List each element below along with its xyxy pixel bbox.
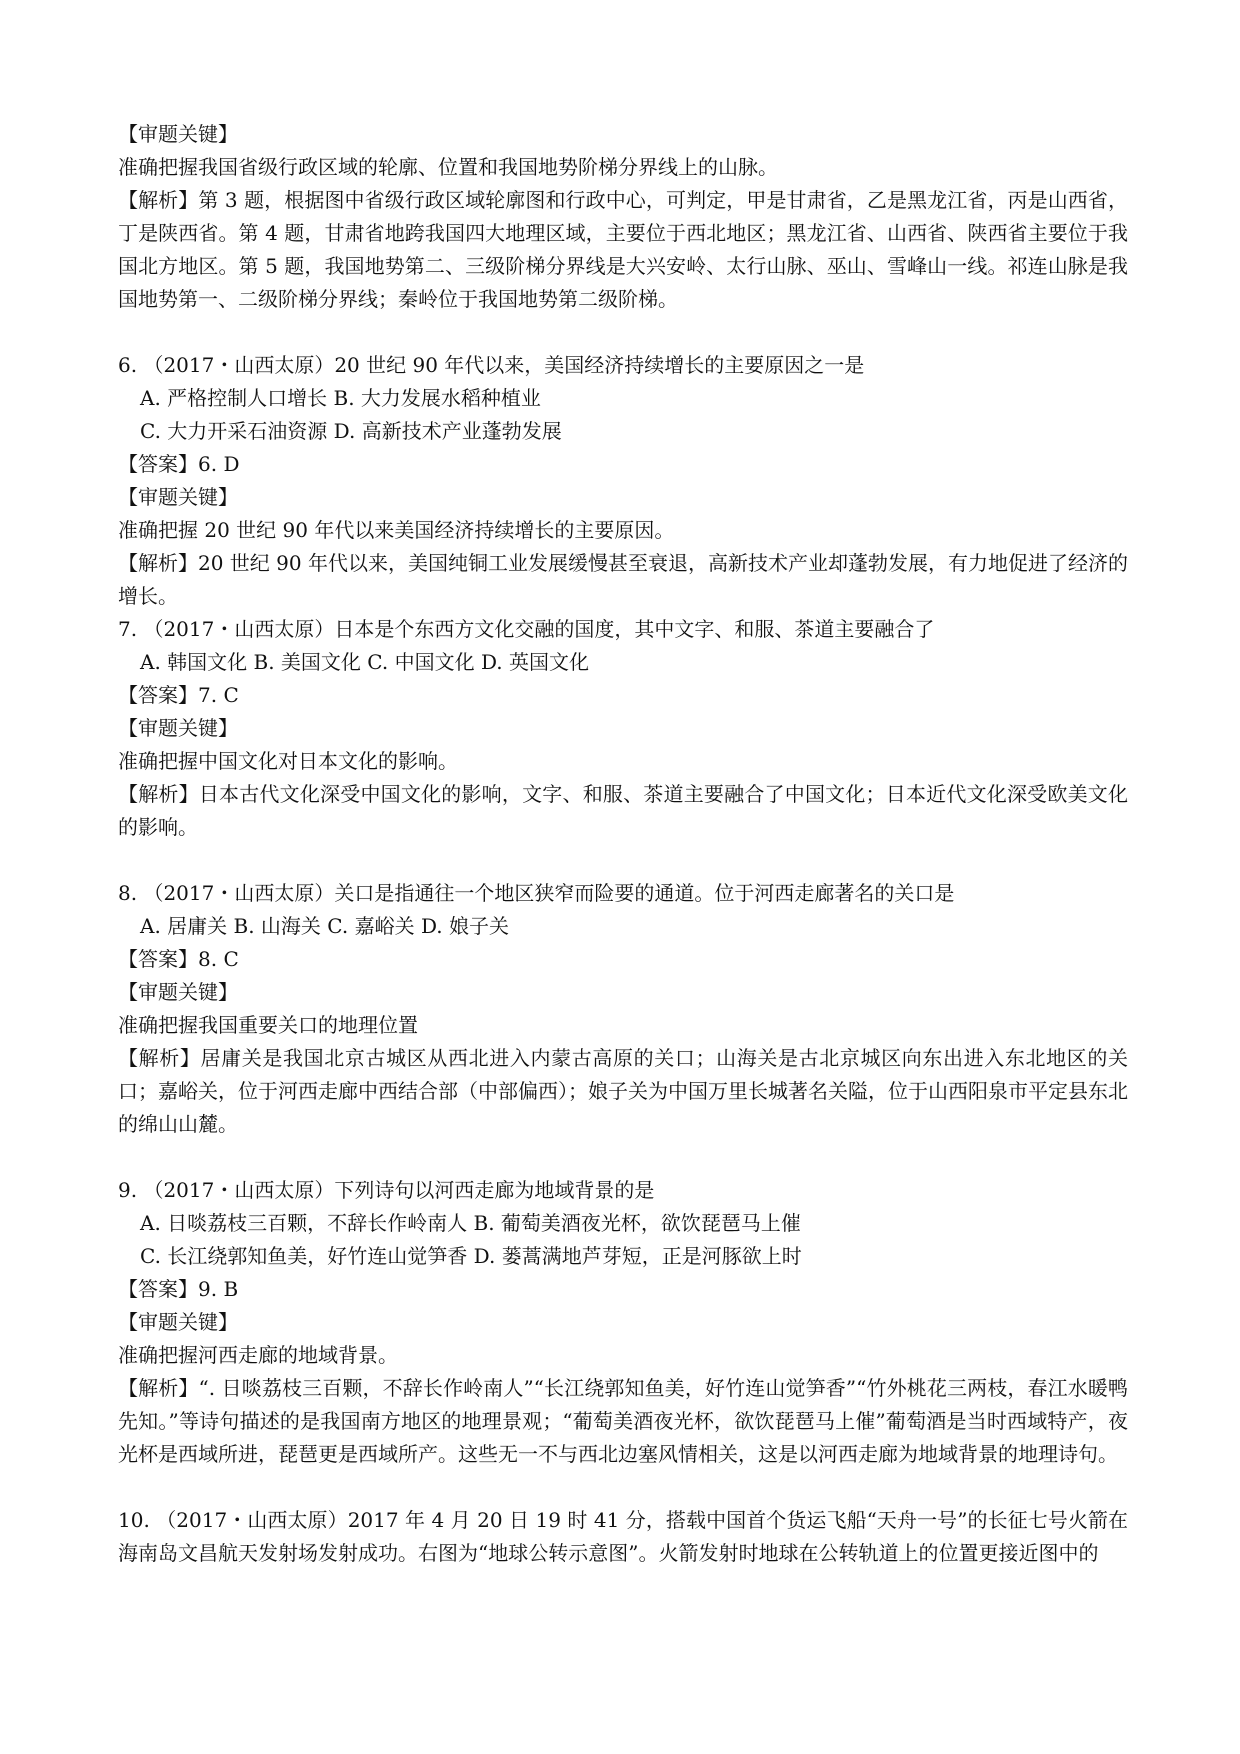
question-7-key-heading: 【审题关键】 — [118, 716, 238, 740]
paragraph-gap — [118, 844, 1128, 877]
document-body — [118, 118, 1128, 1570]
question-6-options-line-1: A. 严格控制人口增长 B. 大力发展水稻种植业 — [140, 386, 541, 410]
question-7-answer: 【答案】7. C — [118, 683, 239, 707]
question-9-options-line-1: A. 日啖荔枝三百颗，不辞长作岭南人 B. 葡萄美酒夜光杯，欲饮琵琶马上催 — [140, 1211, 801, 1235]
question-9-key-text: 准确把握河西走廊的地域背景。 — [118, 1343, 398, 1367]
key-heading: 【审题关键】 — [118, 122, 238, 146]
question-6-answer: 【答案】6. D — [118, 452, 240, 476]
question-6-options-line-2: C. 大力开采石油资源 D. 高新技术产业蓬勃发展 — [140, 419, 562, 443]
question-9-answer: 【答案】9. B — [118, 1277, 239, 1301]
question-8-analysis: 【解析】居庸关是我国北京古城区从西北进入内蒙古高原的关口；山海关是古北京城区向东出进入东北地区的关口；嘉峪关，位于河西走廊中西结合部（中部偏西）；娘子关为中国万里长城著名关隘，位于山西阳泉市平定县东北的绵山山麓。 — [118, 1046, 1128, 1136]
question-9-analysis: 【解析】“. 日啖荔枝三百颗，不辞长作岭南人”“长江绕郭知鱼美，好竹连山觉笋香”“竹外桃花三两枝，春江水暖鸭先知。”等诗句描述的是我国南方地区的地理景观；“葡萄美酒夜光杯，欲饮琵琶马上催”葡萄酒是当时西域特产，夜光杯是西域所进，琵琶更是西域所产。这些无一不与西北边塞风情相关，这是以河西走廊为地域背景的地理诗句。 — [118, 1376, 1128, 1466]
question-7-options-line-1: A. 韩国文化 B. 美国文化 C. 中国文化 D. 英国文化 — [140, 650, 589, 674]
question-7-key-text: 准确把握中国文化对日本文化的影响。 — [118, 749, 458, 773]
question-6-stem: 6. （2017・山西太原）20 世纪 90 年代以来，美国经济持续增长的主要原因之一是 — [118, 353, 865, 377]
question-6-analysis: 【解析】20 世纪 90 年代以来，美国纯铜工业发展缓慢甚至衰退，高新技术产业却蓬勃发展，有力地促进了经济的增长。 — [118, 551, 1128, 608]
paragraph-gap — [118, 1471, 1128, 1504]
paragraph-gap — [118, 1141, 1128, 1174]
question-8-key-heading: 【审题关键】 — [118, 980, 238, 1004]
question-7-stem: 7. （2017・山西太原）日本是个东西方文化交融的国度，其中文字、和服、茶道主要融合了 — [118, 617, 935, 641]
question-8-key-text: 准确把握我国重要关口的地理位置 — [118, 1013, 418, 1037]
question-10-stem: 10. （2017・山西太原）2017 年 4 月 20 日 19 时 41 分，搭载中国首个货运飞船“天舟一号”的长征七号火箭在海南岛文昌航天发射场发射成功。右图为“地球公转示意图”。火箭发射时地球在公转轨道上的位置更接近图中的 — [118, 1508, 1128, 1565]
question-9-options-line-2: C. 长江绕郭知鱼美，好竹连山觉笋香 D. 蒌蒿满地芦芽短，正是河豚欲上时 — [140, 1244, 802, 1268]
question-9-key-heading: 【审题关键】 — [118, 1310, 238, 1334]
question-6-key-text: 准确把握 20 世纪 90 年代以来美国经济持续增长的主要原因。 — [118, 518, 675, 542]
question-6-key-heading: 【审题关键】 — [118, 485, 238, 509]
question-8-answer: 【答案】8. C — [118, 947, 239, 971]
question-8-options-line-1: A. 居庸关 B. 山海关 C. 嘉峪关 D. 娘子关 — [140, 914, 509, 938]
question-8-stem: 8. （2017・山西太原）关口是指通往一个地区狭窄而险要的通道。位于河西走廊著名的关口是 — [118, 881, 955, 905]
paragraph-gap — [118, 316, 1128, 349]
question-9-stem: 9. （2017・山西太原）下列诗句以河西走廊为地域背景的是 — [118, 1178, 655, 1202]
question-7-analysis: 【解析】日本古代文化深受中国文化的影响，文字、和服、茶道主要融合了中国文化；日本近代文化深受欧美文化的影响。 — [118, 782, 1128, 839]
analysis-text: 【解析】第 3 题，根据图中省级行政区域轮廓图和行政中心，可判定，甲是甘肃省，乙是黑龙江省，丙是山西省，丁是陕西省。第 4 题，甘肃省地跨我国四大地理区域，主要位于西北地区；黑龙江省、山西省、陕西省主要位于我国北方地区。第 5 题，我国地势第二、三级阶梯分界线是大兴安岭、太行山脉、巫山、雪峰山一线。祁连山脉是我国地势第一、二级阶梯分界线；秦岭位于我国地势第二级阶梯。 — [118, 188, 1128, 311]
key-text: 准确把握我国省级行政区域的轮廓、位置和我国地势阶梯分界线上的山脉。 — [118, 155, 778, 179]
